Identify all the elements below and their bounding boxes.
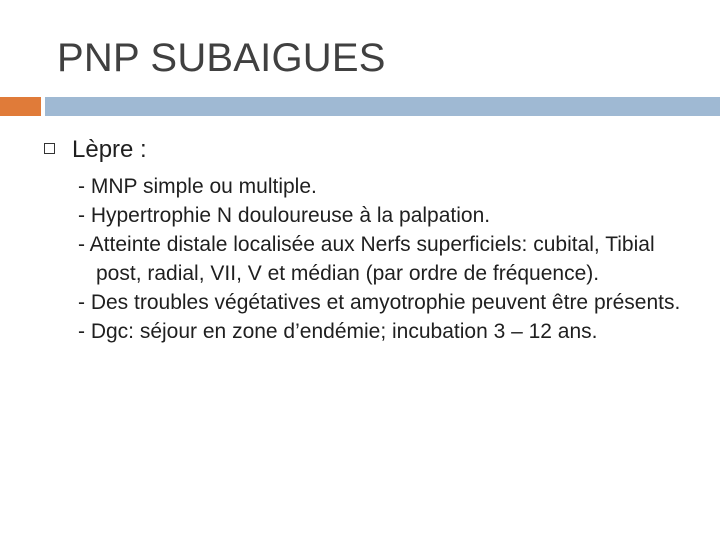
list-item: - Dgc: séjour en zone d’endémie; incubation 3 – 12 ans. [78, 320, 598, 343]
list-item: - Hypertrophie N douloureuse à la palpation. [78, 204, 491, 227]
list-item: - Des troubles végétatives et amyotrophie peuvent être présents. [78, 291, 681, 314]
accent-bar-blue [45, 97, 720, 116]
square-bullet-icon [44, 143, 55, 154]
list-item: - MNP simple ou multiple. [78, 175, 317, 198]
list-item: - Atteinte distale localisée aux Nerfs superficiels: cubital, Tibial post, radial, VII, V et médian (par ordre de fréquence). [78, 233, 655, 285]
bullet-heading: Lèpre : [72, 136, 147, 163]
bullet-sublist [72, 172, 692, 346]
accent-bar-orange [0, 97, 41, 116]
slide-title: PNP SUBAIGUES [57, 36, 386, 80]
